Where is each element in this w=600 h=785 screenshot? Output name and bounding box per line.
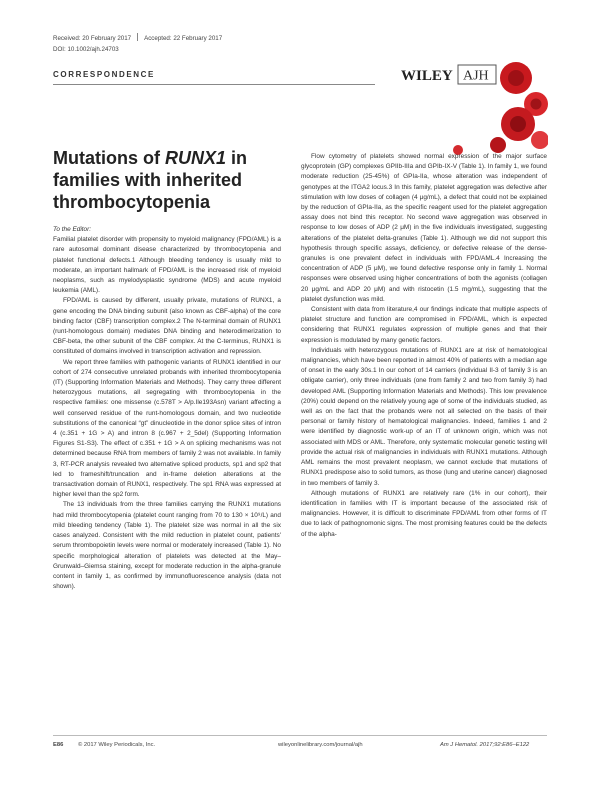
journal-url[interactable]: wileyonlinelibrary.com/journal/ajh [278,742,363,748]
paragraph: Consistent with data from literature,4 our findings indicate that multiple aspects of platelet structure and function are compromised in FPD/AML, which is expected considering that RUNX1 regulates expression of multiple genes and that their expression is modulated by many genetic factors. [301,306,547,344]
paragraph: Flow cytometry of platelets showed normal expression of the major surface glycoprotein (GP) complexes GPIIb-IIIa and GPIb-IX-V (Table 1). In family 1, we found moderate reduction (25-45%) of GPIa-IIa, whose alteration was independent of genotypes at the ITGA2 locus.3 In this family, platelet aggregation was defective after stimulation with low doses of collagen (4 μg/mL), a defect that could not be explained by the reduction of GPIa-IIa, as the specific reagent used for the platelet aggregation assay does not bind this receptor. No second wave aggregation was observed in response to low doses of ADP (2 μM) in the five individuals investigated, suggesting alterations of the platelet delta-granules (Table 1). Although we did not support this hypothesis through specific assays, deficiency, or defective release of the dense-granules is one prevalent defect in individuals with FPD/AML.4 Increasing the concentration of ADP (5 μM), we found defective response only in family 1. Normal responses were observed using higher concentrations of both the agonists (collagen 20 μg/mL and ADP 20 μM) and with ristocetin (1.5 mg/mL), suggesting that the platelet dysfunction was mild. [301,153,547,303]
paragraph: FPD/AML is caused by different, usually private, mutations of RUNX1, a gene encoding the DNA binding subunit (also known as CBF-alpha) of the core binding factor (CBF) transcription complex.2 The N-terminal domain of RUNX1 (runt-homologous domain) mediates DNA binding and heterodimerization to CBF-beta, the other subunit of the CBF complex. At the C-terminus, RUNX1 is constituted of domains involved in transcription activation and repression. [53,297,281,356]
page-number: E86 [53,742,64,748]
copyright: © 2017 Wiley Periodicals, Inc. [78,742,156,748]
footer-rule [53,735,547,736]
paragraph: Familial platelet disorder with propensity to myeloid malignancy (FPD/AML) is a rare autosomal dominant disease characterized by thrombocytopenia and platelet functional defects.1 Although bleeding tendency is usually mild to moderate, an important hallmark of FPD/AML is the increased risk of myeloid neoplasms, such as myelodysplastic syndrome (MDS) and acute myeloid leukemia (AML). [53,236,281,295]
publisher-name: WILEY [401,68,453,84]
salutation: To the Editor: [53,226,92,233]
article-title [53,147,283,213]
header-divider [137,33,138,41]
paragraph: Individuals with heterozygous mutations of RUNX1 are at risk of hematological malignancies, which have been reported in almost 40% of patients with a median age of onset in the early 30s.1 In our cohort of 14 carriers (individual II-3 of family 3 is an obligate carrier), only three individuals (one from family 2 and two from family 3) had developed AML (Supporting Information Materials and Methods). This low prevalence (20%) could depend on the relatively young age of some of the individuals studied, as well as on the fact that the probands were not all selected on the basis of their personal or family history of hematological malignancies. Indeed, families 1 and 2 were identified by diagnostic work-up of an IT of unknown origin, which was not associated with MDS or AML. Therefore, only systematic molecular genetic testing will provide the actual risk of malignancies in individuals with RUNX1 mutations. Although AML remains the most prevalent neoplasm, we cannot exclude that mutations of RUNX1 predispose also to solid tumors, as those (lung and uterine cancer) diagnosed in two members of family 3. [301,346,547,487]
received-accepted-line [53,33,222,42]
title-part-2: in families with inherited thrombocytopenia [53,148,247,212]
paragraph: The 13 individuals from the three families carrying the RUNX1 mutations had mild thrombocytopenia (platelet count ranging from 70 to 130 × 10⁹/L) and mild bleeding tendency (Table 1). The platelet size was normal in all the six cases analyzed. Consistent with the mild reduction in platelet count, patients' serum thrombopoietin levels were normal or moderately increased (Table 1). No specific morphological alteration of platelets was detected at the May–Grunwald–Giemsa staining, except for moderate reduction in the alpha-granule content in family 1, as confirmed by immunofluorescence analysis (data not shown). [53,501,281,591]
paragraph: Although mutations of RUNX1 are relatively rare (1% in our cohort), their identification in families with IT is important because of the associated risk of malignancies. However, it is difficult to discriminate FPD/AML from other forms of IT due to lack of pathognomonic signs. The most promising features could be the defects of the alpha- [301,489,547,538]
body-column-right [301,152,547,540]
title-gene: RUNX1 [164,148,226,168]
journal-mark: AJH [463,68,489,84]
section-label: CORRESPONDENCE [53,70,155,79]
header-rule [53,84,375,85]
accepted-date: Accepted: 22 February 2017 [144,35,223,42]
citation: Am J Hematol. 2017;92:E86–E122 [440,742,530,748]
received-date: Received: 20 February 2017 [53,35,132,42]
title-part-1: Mutations of [53,148,165,168]
journal-logo [398,60,548,155]
body-column-left [53,225,281,592]
paragraph: We report three families with pathogenic variants of RUNX1 identified in our cohort of 274 consecutive unrelated probands with inherited thrombocytopenia (IT) (Supporting Information Materials and Methods). They carry three different heterozygous mutations, all segregating with thrombocytopenia in the respective families: one missense (c.578T > A/p.Ile193Asn) variant affecting a well conserved residue of the runt-homologous domain, and two nucleotide substitutions of the canonical “gt” dinucleotide in the donor splice sites of intron 4 (c.351 + 1G > A) and intron 8 (c.967 + 2_5del) (Supporting Information Figures S1-S3). The effect of c.351 + 1G > A on splicing mechanisms was not determined because RNA from members of family 2 was not available. In family 3, RT-PCR analysis revealed two alternative spliced products, sp1 and sp2 that led to frameshift/truncation and in-frame deletion alterations at the transactivation domain of RUNX1, respectively. The sp1 RNA was expressed at higher level than the sp2 form. [53,358,281,499]
doi[interactable]: DOI: 10.1002/ajh.24703 [53,46,119,53]
